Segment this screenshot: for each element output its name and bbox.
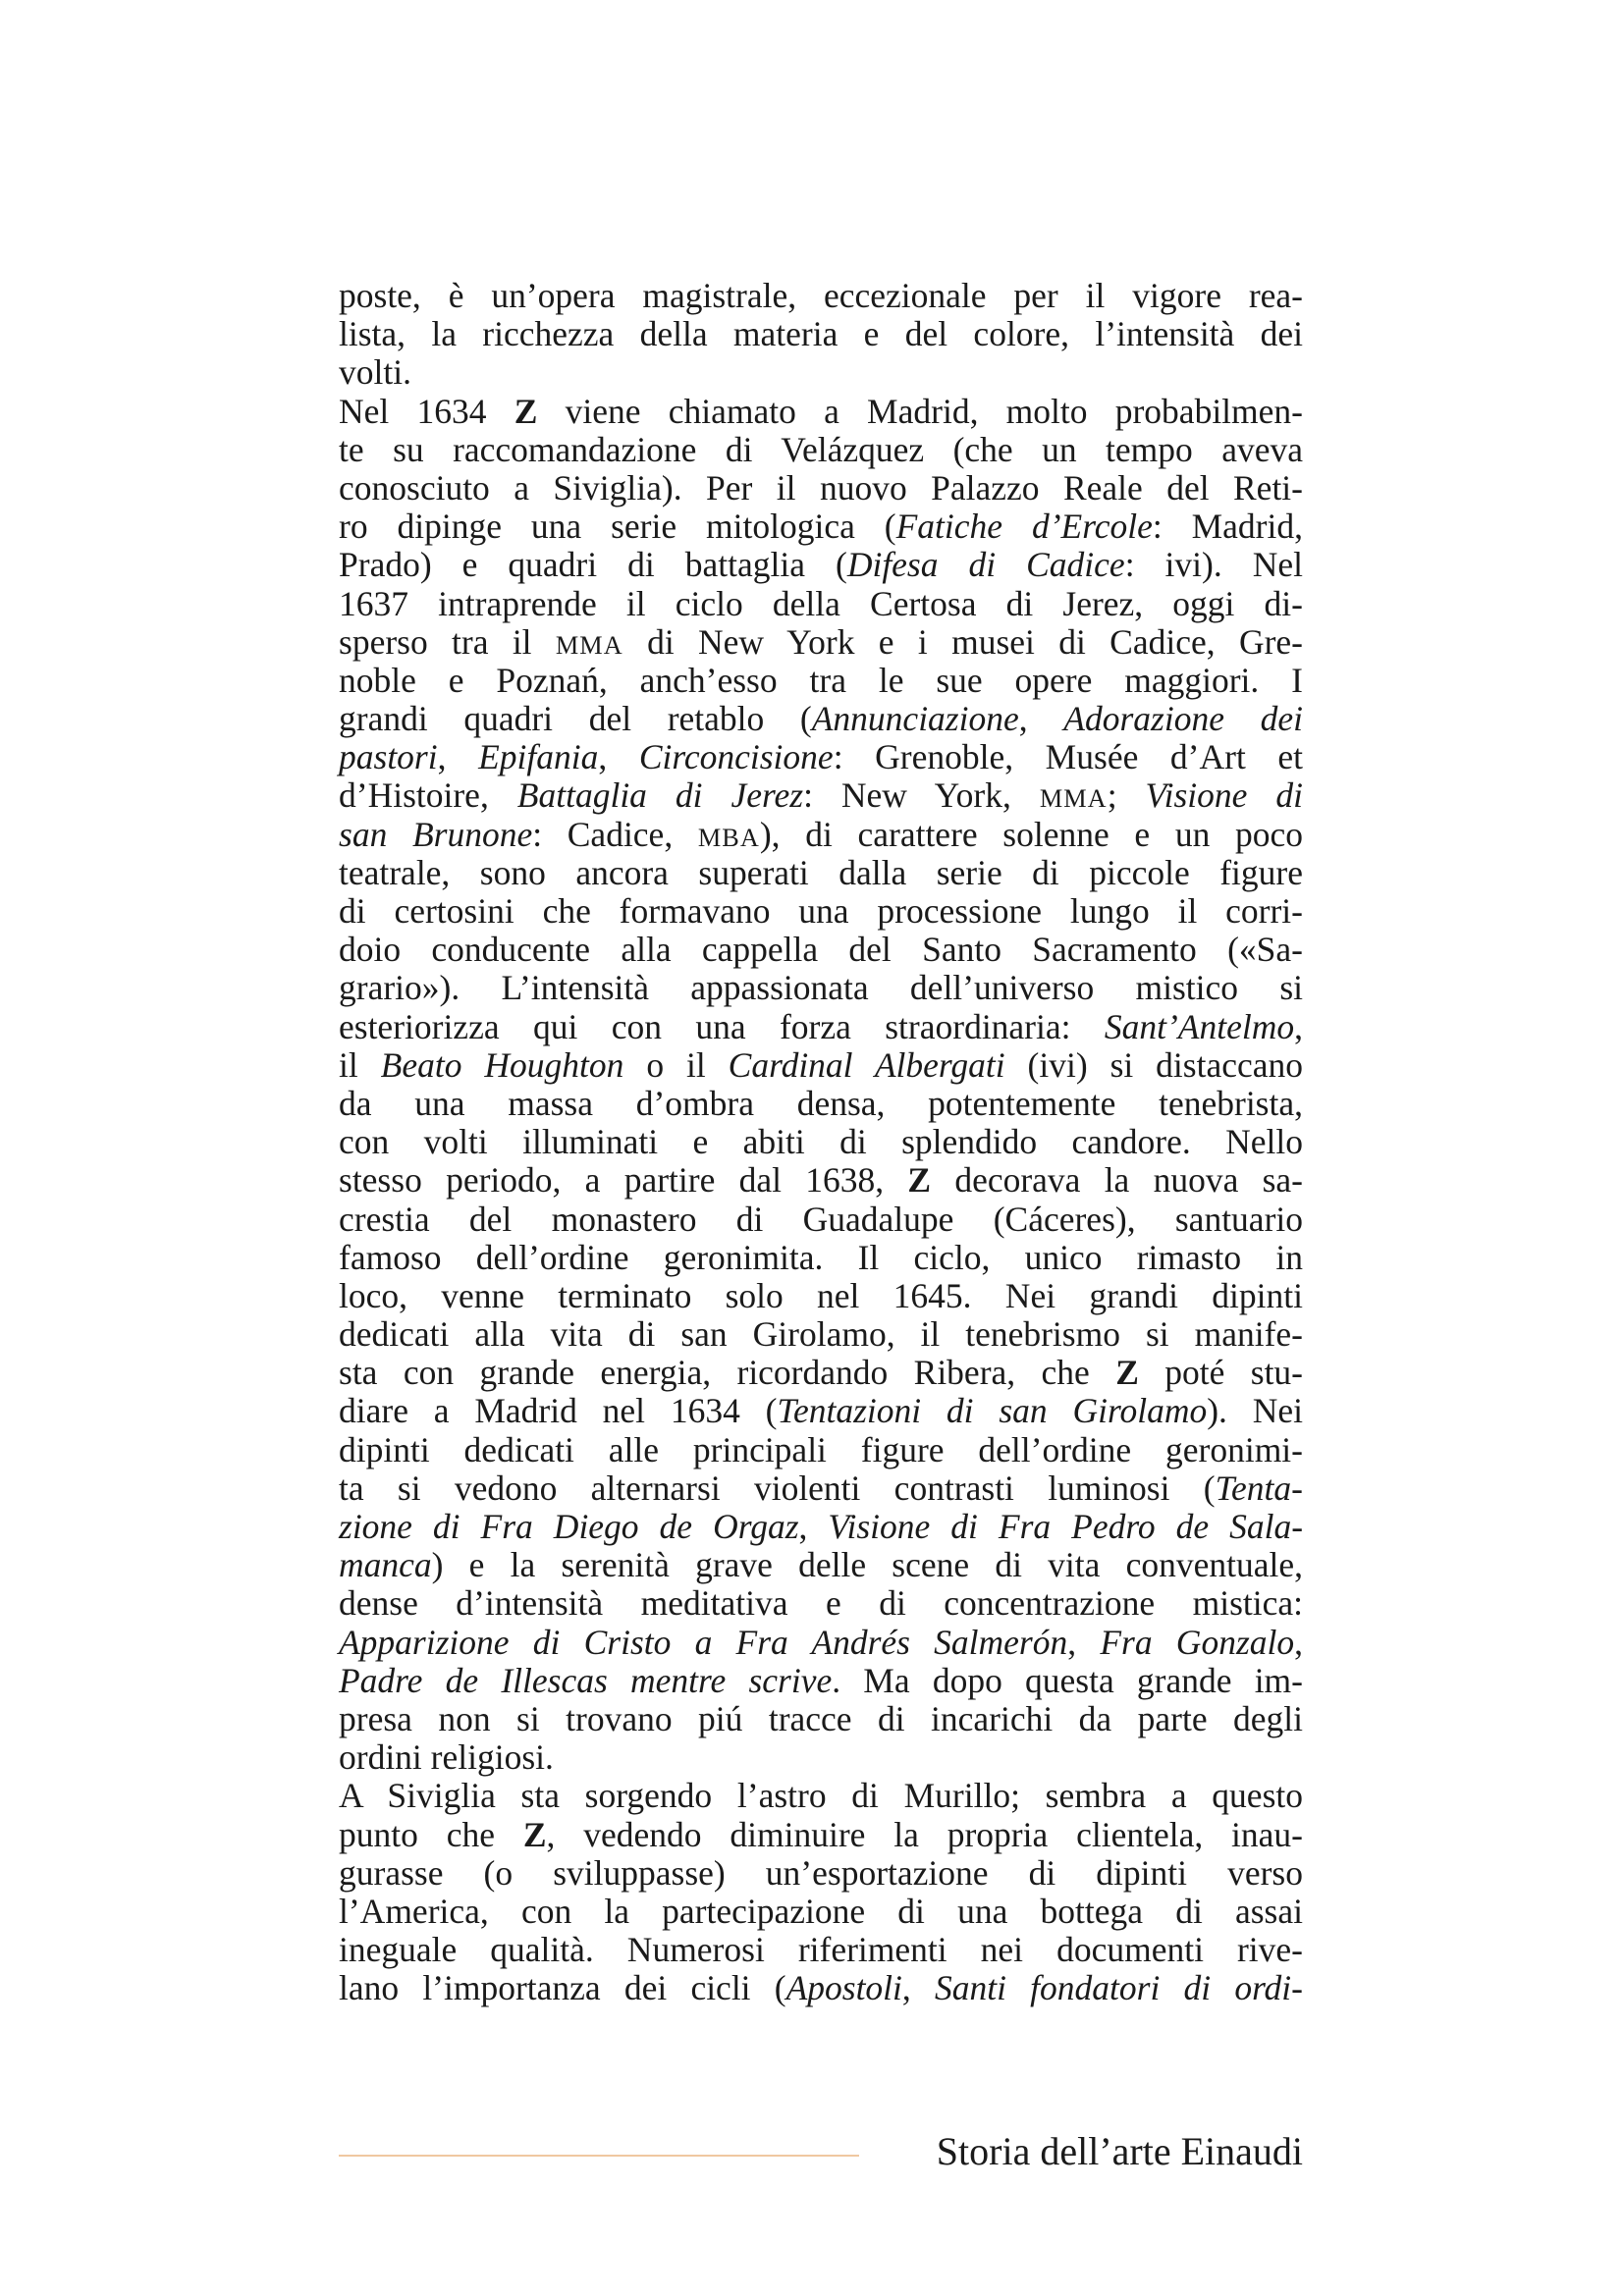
text-line xyxy=(339,816,1303,854)
text-run: teatrale, sono ancora superati dalla serie di piccole figure xyxy=(339,852,1303,892)
text-run: ) e la serenità grave delle scene di vita conventuale, xyxy=(431,1545,1303,1585)
text-line xyxy=(339,854,1303,892)
text-run: lano l’importanza dei cicli ( xyxy=(339,1968,786,2008)
text-run: : New York, xyxy=(803,775,1040,816)
text-line xyxy=(339,931,1303,969)
text-run: gurasse (o sviluppasse) un’esportazione di dipinti verso xyxy=(339,1852,1303,1893)
artist-initial: Z xyxy=(907,1160,932,1201)
italic-title: Adorazione dei xyxy=(1063,699,1303,739)
text-run: d’Histoire, xyxy=(339,775,517,816)
text-line xyxy=(339,1085,1303,1123)
body-text xyxy=(339,277,1303,2007)
text-run: poste, è un’opera magistrale, eccezionale per il vigore rea- xyxy=(339,276,1303,315)
text-run: diare a Madrid nel 1634 ( xyxy=(339,1391,778,1431)
text-line xyxy=(339,431,1303,469)
text-run: lista, la ricchezza della materia e del colore, l’intensità dei xyxy=(339,314,1303,354)
text-run: dense d’intensità meditativa e di concentrazione mistica: xyxy=(339,1583,1303,1624)
text-line xyxy=(339,1201,1303,1239)
text-line xyxy=(339,1624,1303,1662)
text-run: crestia del monastero di Guadalupe (Cáceres), santuario xyxy=(339,1199,1303,1239)
text-line xyxy=(339,277,1303,315)
italic-title: manca xyxy=(339,1545,432,1585)
text-run: , xyxy=(798,1507,829,1546)
text-run: , xyxy=(1294,1622,1303,1662)
italic-title: Fra Gonzalo xyxy=(1100,1622,1295,1662)
text-run: viene chiamato a Madrid, molto probabilmen- xyxy=(537,391,1303,431)
footer-rule xyxy=(339,2155,859,2157)
text-line xyxy=(339,1662,1303,1700)
italic-title: Tentazioni di san Girolamo xyxy=(777,1391,1208,1431)
text-run: stesso periodo, a partire dal 1638, xyxy=(339,1160,908,1201)
text-line xyxy=(339,776,1303,815)
artist-initial: Z xyxy=(1115,1353,1139,1393)
text-line xyxy=(339,623,1303,662)
text-run: di certosini che formavano una processione lungo il corri- xyxy=(339,891,1303,931)
italic-title: Tenta- xyxy=(1215,1468,1303,1508)
museum-abbreviation: MMA xyxy=(555,630,623,660)
artist-initial: Z xyxy=(522,1814,547,1854)
museum-abbreviation: MMA xyxy=(1039,784,1108,814)
text-run: loco, venne terminato solo nel 1645. Nei grandi dipinti xyxy=(339,1275,1303,1315)
text-line xyxy=(339,1854,1303,1893)
text-line xyxy=(339,1969,1303,2007)
italic-title: Padre de Illescas mentre scrive xyxy=(339,1660,833,1700)
text-line xyxy=(339,892,1303,931)
italic-title: san Brunone xyxy=(339,814,533,854)
text-line xyxy=(339,1008,1303,1046)
italic-title: Apostoli xyxy=(785,1968,902,2008)
text-line xyxy=(339,738,1303,776)
text-run: ineguale qualità. Numerosi riferimenti nei documenti rive- xyxy=(339,1930,1303,1970)
text-line xyxy=(339,353,1303,392)
text-line xyxy=(339,1584,1303,1623)
italic-title: Battaglia di Jerez xyxy=(516,775,804,816)
text-line xyxy=(339,1046,1303,1085)
text-line xyxy=(339,1546,1303,1584)
text-run: famoso dell’ordine geronimita. Il ciclo, unico rimasto in xyxy=(339,1237,1303,1277)
text-run: A Siviglia sta sorgendo l’astro di Murillo; sembra a questo xyxy=(339,1776,1303,1816)
text-line xyxy=(339,1893,1303,1931)
text-run: doio conducente alla cappella del Santo Sacramento («Sa- xyxy=(339,930,1303,970)
text-run: , xyxy=(598,737,639,777)
text-run: presa non si trovano piú tracce di incarichi da parte degli xyxy=(339,1698,1303,1738)
text-run: sperso tra il xyxy=(339,621,556,662)
italic-title: Visione di Fra Pedro de Sala- xyxy=(828,1507,1304,1546)
footer-title: Storia dell’arte Einaudi xyxy=(936,2129,1303,2173)
text-line xyxy=(339,585,1303,623)
italic-title: Circoncisione xyxy=(638,737,834,777)
text-run: , xyxy=(901,1968,935,2008)
text-line xyxy=(339,469,1303,507)
text-line xyxy=(339,1816,1303,1854)
text-line xyxy=(339,315,1303,353)
text-run: , xyxy=(1018,699,1064,739)
text-line xyxy=(339,1354,1303,1392)
text-run: punto che xyxy=(339,1814,523,1854)
artist-initial: Z xyxy=(514,391,538,431)
text-line xyxy=(339,1931,1303,1969)
text-run: dipinti dedicati alle principali figure dell’ordine geronimi- xyxy=(339,1429,1303,1469)
text-run: ro dipinge una serie mitologica ( xyxy=(339,507,896,547)
text-run: : Madrid, xyxy=(1152,507,1303,547)
text-run: : Grenoble, Musée d’Art et xyxy=(833,737,1304,777)
text-line xyxy=(339,700,1303,738)
text-line xyxy=(339,1431,1303,1469)
text-run: ), di carattere solenne e un poco xyxy=(759,814,1303,854)
text-run: , xyxy=(1067,1622,1101,1662)
italic-title: Cardinal Albergati xyxy=(728,1044,1005,1085)
text-run: . Ma dopo questa grande im- xyxy=(832,1660,1303,1700)
text-run: 1637 intraprende il ciclo della Certosa di Jerez, oggi di- xyxy=(339,583,1303,623)
text-run: ; xyxy=(1107,775,1146,816)
text-run: da una massa d’ombra densa, potentemente tenebrista, xyxy=(339,1083,1303,1123)
text-line xyxy=(339,1738,1303,1777)
text-run: grario»). L’intensità appassionata dell’universo mistico si xyxy=(339,968,1303,1008)
text-run: , xyxy=(1294,1006,1303,1046)
text-line xyxy=(339,1700,1303,1738)
text-run: sta con grande energia, ricordando Ribera, che xyxy=(339,1353,1116,1393)
text-run: decorava la nuova sa- xyxy=(931,1160,1303,1201)
text-line xyxy=(339,1469,1303,1508)
text-run: ). Nei xyxy=(1207,1391,1303,1431)
italic-title: Epifania xyxy=(478,737,599,777)
italic-title: Visione di xyxy=(1145,775,1303,816)
text-run: di New York e i musei di Cadice, Gre- xyxy=(622,621,1303,662)
text-line xyxy=(339,1508,1303,1546)
italic-title: Santi fondatori di ordi- xyxy=(934,1968,1303,2008)
text-run: noble e Poznań, anch’esso tra le sue opere maggiori. I xyxy=(339,660,1303,700)
text-line xyxy=(339,1392,1303,1430)
text-run: esteriorizza qui con una forza straordinaria: xyxy=(339,1006,1105,1046)
italic-title: Sant’Antelmo xyxy=(1104,1006,1295,1046)
text-line xyxy=(339,1315,1303,1354)
text-line xyxy=(339,1161,1303,1200)
text-line xyxy=(339,507,1303,546)
italic-title: pastori xyxy=(339,737,438,777)
text-line xyxy=(339,1239,1303,1277)
italic-title: Beato Houghton xyxy=(380,1044,624,1085)
italic-title: Difesa di Cadice xyxy=(846,545,1125,585)
italic-title: Annunciazione xyxy=(811,699,1019,739)
text-line xyxy=(339,1123,1303,1161)
text-run: : ivi). Nel xyxy=(1124,545,1304,585)
italic-title: Fatiche d’Ercole xyxy=(895,507,1153,547)
text-run: l’America, con la partecipazione di una bottega di assai xyxy=(339,1891,1303,1931)
text-run: , vedendo diminuire la propria clientela, inau- xyxy=(546,1814,1303,1854)
text-line xyxy=(339,546,1303,584)
text-run: Prado) e quadri di battaglia ( xyxy=(339,545,847,585)
text-run: ta si vedono alternarsi violenti contrasti luminosi ( xyxy=(339,1468,1216,1508)
text-run: poté stu- xyxy=(1138,1353,1304,1393)
text-run: il xyxy=(339,1044,381,1085)
text-run: conosciuto a Siviglia). Per il nuovo Palazzo Reale del Reti- xyxy=(339,467,1303,507)
text-run: o il xyxy=(623,1044,729,1085)
text-run: , xyxy=(437,737,479,777)
text-run: con volti illuminati e abiti di splendido candore. Nello xyxy=(339,1122,1303,1162)
text-run: volti. xyxy=(339,352,411,393)
text-run: dedicati alla vita di san Girolamo, il tenebrismo si manife- xyxy=(339,1314,1303,1355)
text-run: Nel 1634 xyxy=(339,391,514,431)
italic-title: Apparizione di Cristo a Fra Andrés Salmerón xyxy=(339,1622,1068,1662)
text-line xyxy=(339,1277,1303,1315)
text-line xyxy=(339,662,1303,700)
text-run: (ivi) si distaccano xyxy=(1004,1044,1303,1085)
text-run: te su raccomandazione di Velázquez (che un tempo aveva xyxy=(339,429,1303,469)
text-run: : Cadice, xyxy=(532,814,698,854)
text-line xyxy=(339,969,1303,1007)
italic-title: zione di Fra Diego de Orgaz xyxy=(339,1507,799,1546)
text-line xyxy=(339,393,1303,431)
museum-abbreviation: MBA xyxy=(697,823,760,852)
text-run: grandi quadri del retablo ( xyxy=(339,699,812,739)
text-line xyxy=(339,1777,1303,1815)
text-run: ordini religiosi. xyxy=(339,1737,554,1778)
